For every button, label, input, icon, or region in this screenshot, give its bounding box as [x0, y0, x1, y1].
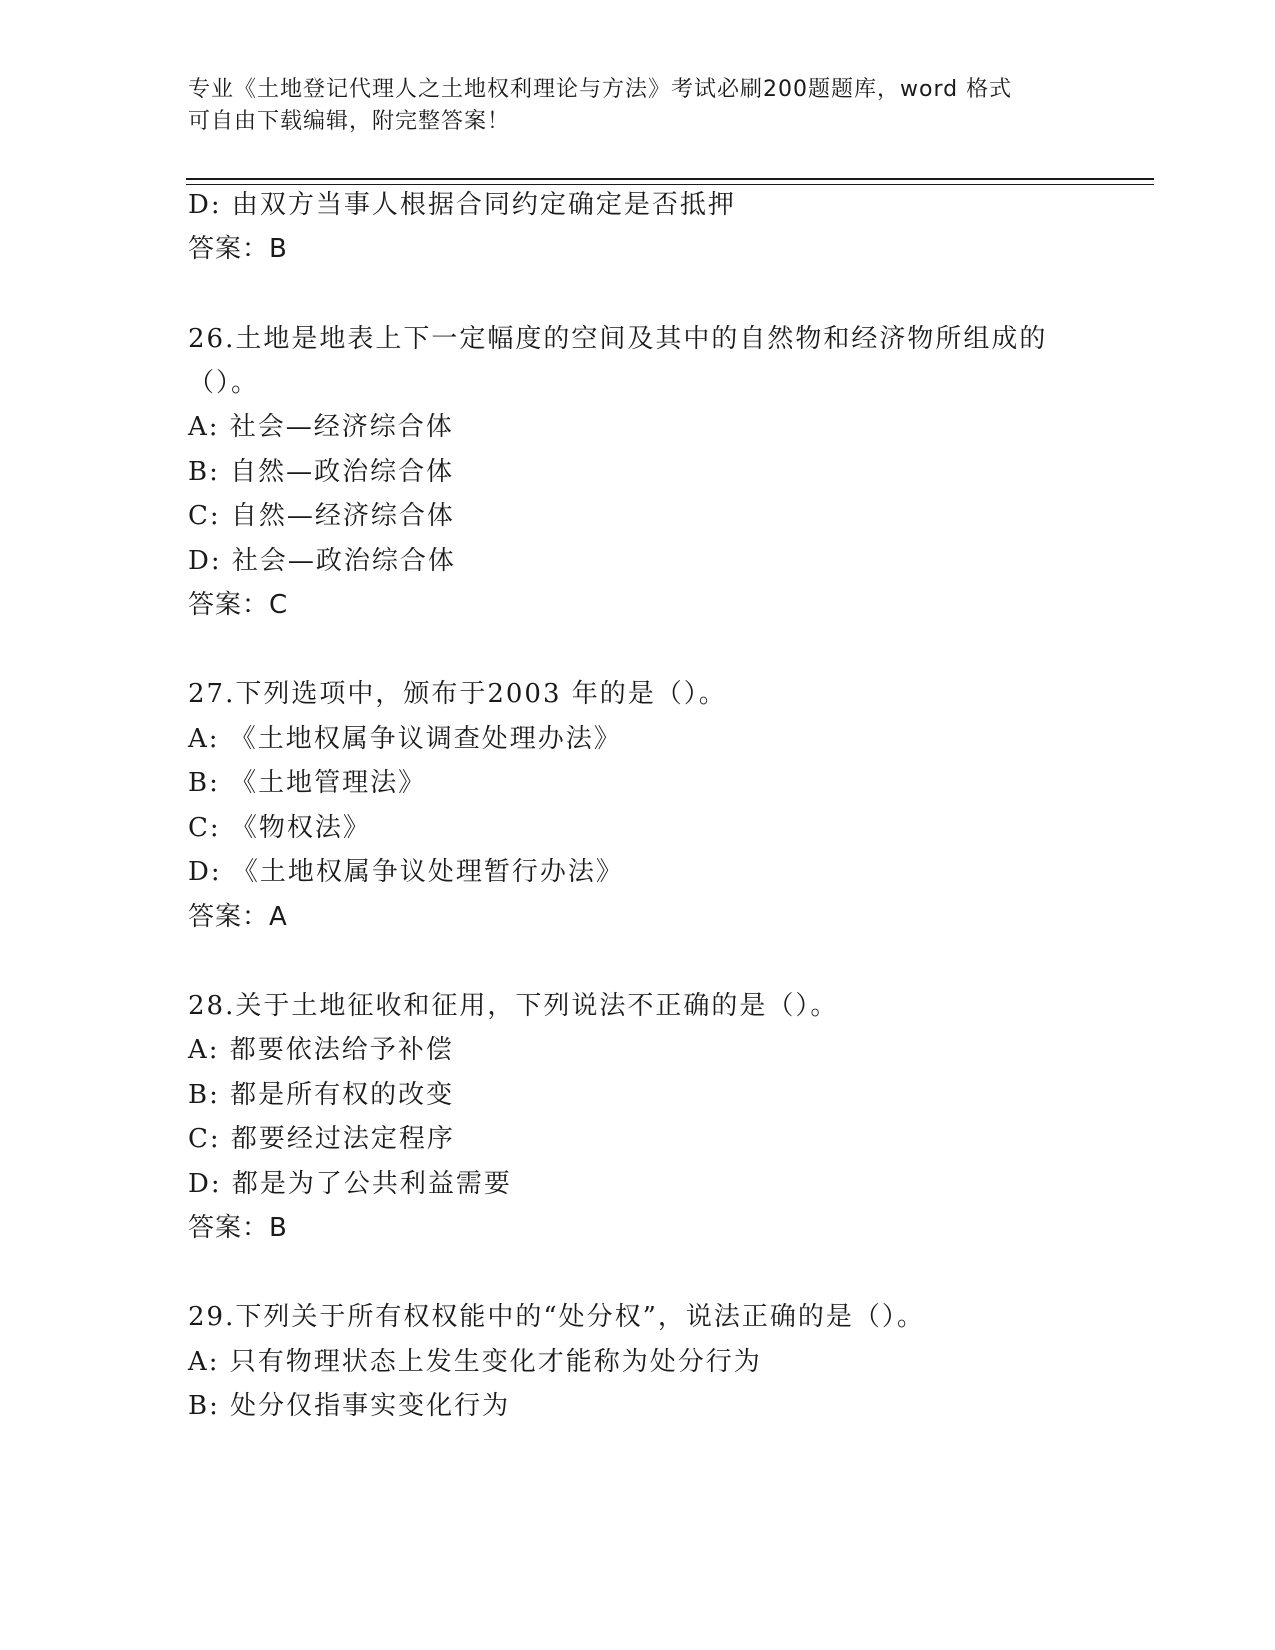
header-line-1: 专业《土地登记代理人之土地权利理论与方法》考试必刷200题题库，word 格式 [188, 77, 1013, 102]
q29-option-b: B: 处分仅指事实变化行为 [188, 1391, 511, 1421]
header-divider-thin [186, 184, 1154, 185]
q27-option-a: A: 《土地权属争议调查处理办法》 [188, 724, 622, 754]
q28-option-c: C: 都要经过法定程序 [188, 1124, 455, 1154]
q28-option-a: A: 都要依法给予补偿 [188, 1035, 454, 1065]
header-divider-thick [186, 178, 1154, 180]
q27-stem: 27.下列选项中，颁布于2003 年的是（）。 [188, 679, 727, 709]
q28-stem: 28.关于土地征收和征用，下列说法不正确的是（）。 [188, 991, 839, 1021]
q26-option-d: D: 社会—政治综合体 [188, 546, 456, 576]
q28-answer: 答案：B [188, 1213, 288, 1243]
q27-option-c: C: 《物权法》 [188, 813, 371, 843]
header-line-2: 可自由下载编辑，附完整答案！ [188, 109, 511, 134]
q25-option-d: D: 由双方当事人根据合同约定确定是否抵押 [188, 190, 736, 220]
q27-answer: 答案：A [188, 902, 288, 932]
q26-option-a: A: 社会—经济综合体 [188, 412, 454, 442]
q26-stem-line-1: 26.土地是地表上下一定幅度的空间及其中的自然物和经济物所组成的 [188, 324, 1048, 354]
q27-option-d: D: 《土地权属争议处理暂行办法》 [188, 857, 624, 887]
q29-option-a: A: 只有物理状态上发生变化才能称为处分行为 [188, 1347, 762, 1377]
q26-stem-line-2: （）。 [188, 368, 260, 398]
q26-answer: 答案：C [188, 590, 289, 620]
q27-option-b: B: 《土地管理法》 [188, 768, 427, 798]
q29-stem: 29.下列关于所有权权能中的“处分权”，说法正确的是（）。 [188, 1302, 925, 1332]
q26-option-c: C: 自然—经济综合体 [188, 501, 455, 531]
q26-option-b: B: 自然—政治综合体 [188, 457, 455, 487]
q25-answer: 答案：B [188, 234, 288, 264]
q28-option-d: D: 都是为了公共利益需要 [188, 1169, 512, 1199]
q28-option-b: B: 都是所有权的改变 [188, 1080, 455, 1110]
document-header [188, 74, 1088, 138]
